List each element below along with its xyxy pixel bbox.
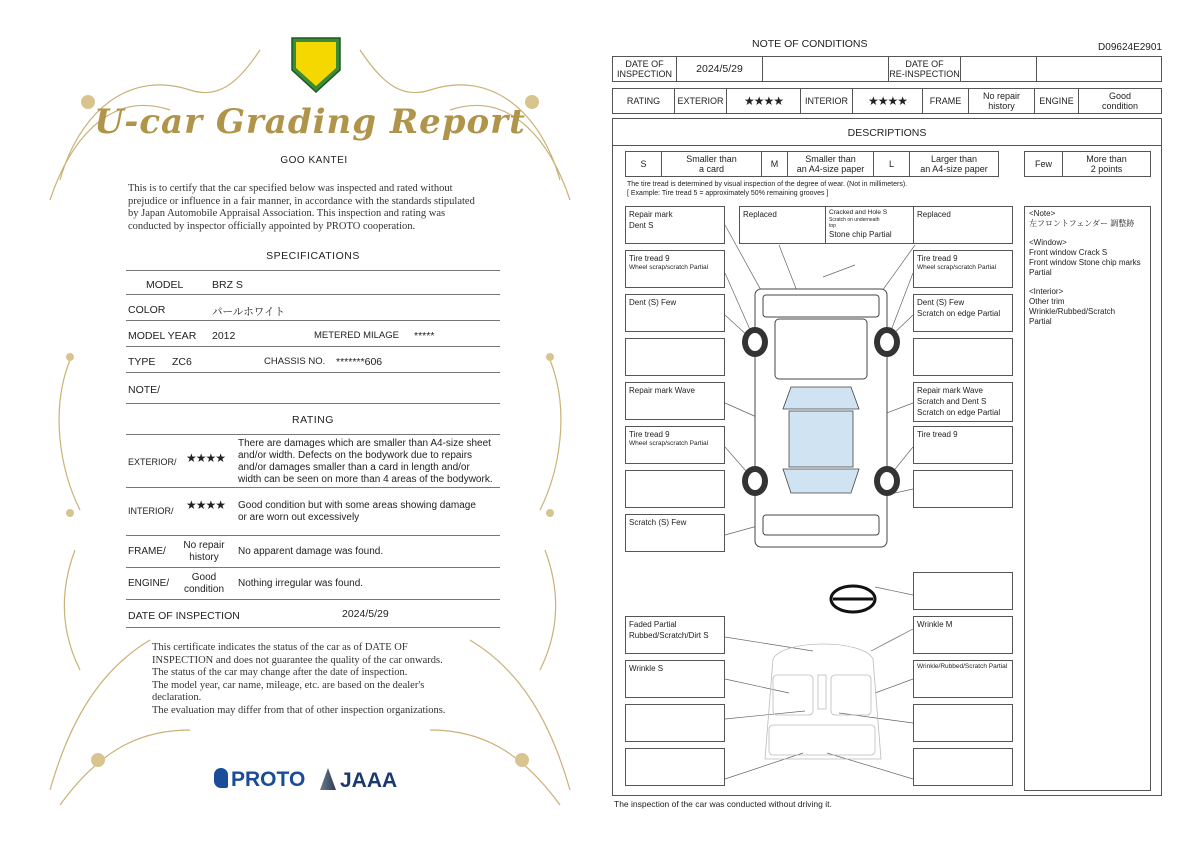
- footnote: The inspection of the car was conducted without driving it.: [614, 799, 832, 809]
- size-legend-table: S Smaller than a card M Smaller than an A4-size paper L Larger than an A4-size paper: [625, 151, 999, 177]
- condition-box-front-left-tire: Tire tread 9 Wheel scrap/scratch Partial: [625, 250, 725, 288]
- condition-box-right-door: Repair mark Wave Scratch and Dent S Scratch on edge Partial: [913, 382, 1013, 422]
- steering-wheel-icon: [831, 586, 875, 612]
- condition-box-steering: [913, 572, 1013, 610]
- interior-diagram: [765, 644, 881, 759]
- condition-box-rear-seat-left: [625, 748, 725, 786]
- condition-box-front-right: Replaced: [913, 206, 1013, 244]
- descriptions-title: DESCRIPTIONS: [847, 127, 927, 139]
- condition-box-left-door-front: [625, 338, 725, 376]
- condition-box-right-fender: Dent (S) Few Scratch on edge Partial: [913, 294, 1013, 332]
- specifications-heading: SPECIFICATIONS: [266, 250, 360, 262]
- rating-row-engine: ENGINE/ Good condition Nothing irregular was found.: [126, 568, 500, 600]
- proto-mark-icon: [214, 768, 228, 788]
- notes-box: <Note> 左フロントフェンダー 調整跡 <Window> Front window Crack S Front window Stone chip marks Partial <Interior> Other trim Wrinkle/Rubbed/Scratch Partial: [1024, 206, 1151, 791]
- spec-row-model: MODEL BRZ S: [126, 270, 500, 295]
- report-title: U-car Grading Report: [94, 102, 526, 142]
- spec-row-note: NOTE/: [126, 374, 500, 404]
- condition-box-right-rear-interior: [913, 704, 1013, 742]
- condition-box-front-left-panel: Replaced: [739, 206, 839, 244]
- report-subtitle: GOO KANTEI: [280, 155, 348, 166]
- condition-box-rear-left-tire: Tire tread 9 Wheel scrap/scratch Partial: [625, 426, 725, 464]
- condition-box-rear-right: [913, 470, 1013, 508]
- rating-row-interior: INTERIOR/ ★★★★ Good condition but with some areas showing damage or are worn out excessively: [126, 488, 500, 536]
- condition-box-left-seat: Wrinkle S: [625, 660, 725, 698]
- certification-text: This is to certify that the car specified below was inspected and rated without prejudice or influence in a fair manner, in accordance with the standards stipulated by Japan Automobile Appraisal Association. This inspection and rating was conducted by inspector officially appointed by PROTO cooperation.: [128, 183, 475, 232]
- condition-box-right-door-front: [913, 338, 1013, 376]
- condition-box-left-fender: Dent (S) Few: [625, 294, 725, 332]
- disclaimer-text: This certificate indicates the status of the car as of DATE OF INSPECTION and does not guarantee the quality of the car onwards. The status of the car may change after the date of inspection. The model year, car name, mileage, etc. are based on the dealer's declaration. The evaluation may differ from that of other inspection organizations.: [152, 642, 446, 716]
- jaaa-logo: JAAA: [320, 768, 397, 793]
- condition-box-right-interior: Wrinkle M: [913, 616, 1013, 654]
- jaaa-mark-icon: [320, 768, 336, 790]
- inspection-dates-table: DATE OF INSPECTION 2024/5/29 DATE OF RE-INSPECTION: [612, 56, 1162, 82]
- tire-tread-explanation: The tire tread is determined by visual inspection of the degree of wear. (Not in millimeters). [ Example: Tire tread 5 = approximately 50% remaining grooves ]: [627, 181, 908, 197]
- rating-summary-table: RATING EXTERIOR ★★★★ INTERIOR ★★★★ FRAME No repair history ENGINE Good condition: [612, 88, 1162, 114]
- descriptions-panel: [612, 118, 1162, 796]
- grading-report-certificate: [40, 30, 580, 820]
- spec-row-year: MODEL YEAR 2012 METERED MILAGE *****: [126, 322, 500, 347]
- rating-row-date: DATE OF INSPECTION 2024/5/29: [126, 600, 500, 628]
- condition-box-front-left: Repair mark Dent S: [625, 206, 725, 244]
- note-of-conditions: [610, 34, 1166, 814]
- spec-row-type: TYPE ZC6 CHASSIS NO. *******606: [126, 348, 500, 373]
- condition-box-rear-seat-right: [913, 748, 1013, 786]
- condition-box-rear-bumper: Scratch (S) Few: [625, 514, 725, 552]
- condition-box-left-rear-interior: [625, 704, 725, 742]
- condition-box-front-window: Cracked and Hole S Scratch on underneath top Stone chip Partial: [825, 206, 925, 244]
- condition-box-dashboard: Faded Partial Rubbed/Scratch/Dirt S: [625, 616, 725, 654]
- condition-box-rear-right-tire: Tire tread 9: [913, 426, 1013, 464]
- rating-row-frame: FRAME/ No repair history No apparent damage was found.: [126, 536, 500, 568]
- rating-row-exterior: EXTERIOR/ ★★★★ There are damages which are smaller than A4-size sheet and/or width. Defects on the bodywork due to repairs and/or damages smaller than a card in length and/or width can be seen on more than 4 areas of the bodywork.: [126, 434, 500, 488]
- rating-heading: RATING: [292, 414, 334, 426]
- condition-box-front-right-tire: Tire tread 9 Wheel scrap/scratch Partial: [913, 250, 1013, 288]
- condition-box-rear-left: [625, 470, 725, 508]
- condition-box-right-seat: Wrinkle/Rubbed/Scratch Partial: [913, 660, 1013, 698]
- spec-row-color: COLOR パールホワイト: [126, 296, 500, 321]
- condition-box-left-door: Repair mark Wave: [625, 382, 725, 420]
- note-title: NOTE OF CONDITIONS: [752, 38, 868, 50]
- document-id: D09624E2901: [1098, 42, 1162, 53]
- goo-kantei-logo: [288, 34, 344, 94]
- proto-logo: PROTO: [214, 768, 305, 792]
- few-legend-table: Few More than 2 points: [1024, 151, 1151, 177]
